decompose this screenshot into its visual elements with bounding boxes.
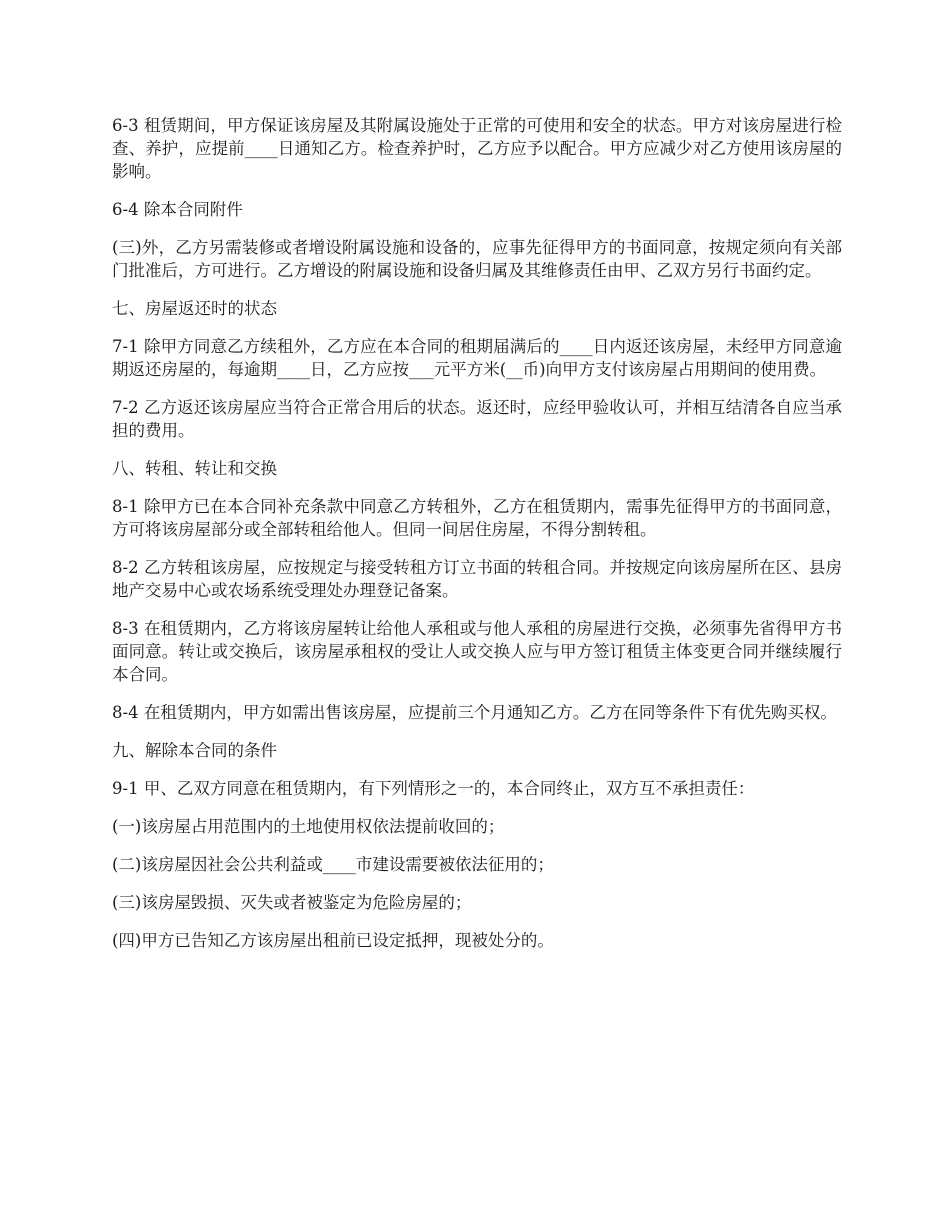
clause-6-4-continued: (三)外，乙方另需装修或者增设附属设施和设备的，应事先征得甲方的书面同意，按规定须向有关部门批准后，方可进行。乙方增设的附属设施和设备归属及其维修责任由甲、乙双方另行书面约定。 [112, 238, 842, 280]
clause-9-1-item-4: (四)甲方已告知乙方该房屋出租前已设定抵押，现被处分的。 [112, 931, 554, 950]
clause-9-1-item-2: (二)该房屋因社会公共利益或____市建设需要被依法征用的； [112, 855, 554, 874]
clause-8-2: 8-2 乙方转租该房屋，应按规定与接受转租方订立书面的转租合同。并按规定向该房屋所在区、县房地产交易中心或农场系统受理处办理登记备案。 [112, 558, 842, 600]
clause-7-2: 7-2 乙方返还该房屋应当符合正常合用后的状态。返还时，应经甲验收认可，并相互结清各自应当承担的费用。 [112, 398, 842, 440]
document-page [112, 114, 842, 967]
clause-9-1-item-3: (三)该房屋毁损、灭失或者被鉴定为危险房屋的； [112, 893, 472, 912]
clause-9-1: 9-1 甲、乙双方同意在租赁期内，有下列情形之一的，本合同终止，双方互不承担责任： [112, 779, 755, 798]
clause-8-4: 8-4 在租赁期内，甲方如需出售该房屋，应提前三个月通知乙方。乙方在同等条件下有优先购买权。 [112, 703, 837, 722]
section-heading-8: 八、转租、转让和交换 [112, 459, 277, 478]
clause-6-3: 6-3 租赁期间，甲方保证该房屋及其附属设施处于正常的可使用和安全的状态。甲方对该房屋进行检查、养护，应提前____日通知乙方。检查养护时，乙方应予以配合。甲方应减少对乙方使用该房屋的影响。 [112, 116, 842, 181]
clause-7-1: 7-1 除甲方同意乙方续租外，乙方应在本合同的租期届满后的____日内返还该房屋，未经甲方同意逾期返还房屋的，每逾期____日，乙方应按___元平方米(__币)向甲方支付该房屋占用期间的使用费。 [112, 337, 842, 379]
clause-8-3: 8-3 在租赁期内，乙方将该房屋转让给他人承租或与他人承租的房屋进行交换，必须事先省得甲方书面同意。转让或交换后，该房屋承租权的受让人或交换人应与甲方签订租赁主体变更合同并继续履行本合同。 [112, 619, 842, 684]
clause-9-1-item-1: (一)该房屋占用范围内的土地使用权依法提前收回的； [112, 817, 505, 836]
section-heading-9: 九、解除本合同的条件 [112, 741, 277, 760]
clause-6-4: 6-4 除本合同附件 [112, 200, 243, 219]
section-heading-7: 七、房屋返还时的状态 [112, 299, 277, 318]
clause-8-1: 8-1 除甲方已在本合同补充条款中同意乙方转租外，乙方在租赁期内，需事先征得甲方的书面同意，方可将该房屋部分或全部转租给他人。但同一间居住房屋，不得分割转租。 [112, 497, 842, 539]
